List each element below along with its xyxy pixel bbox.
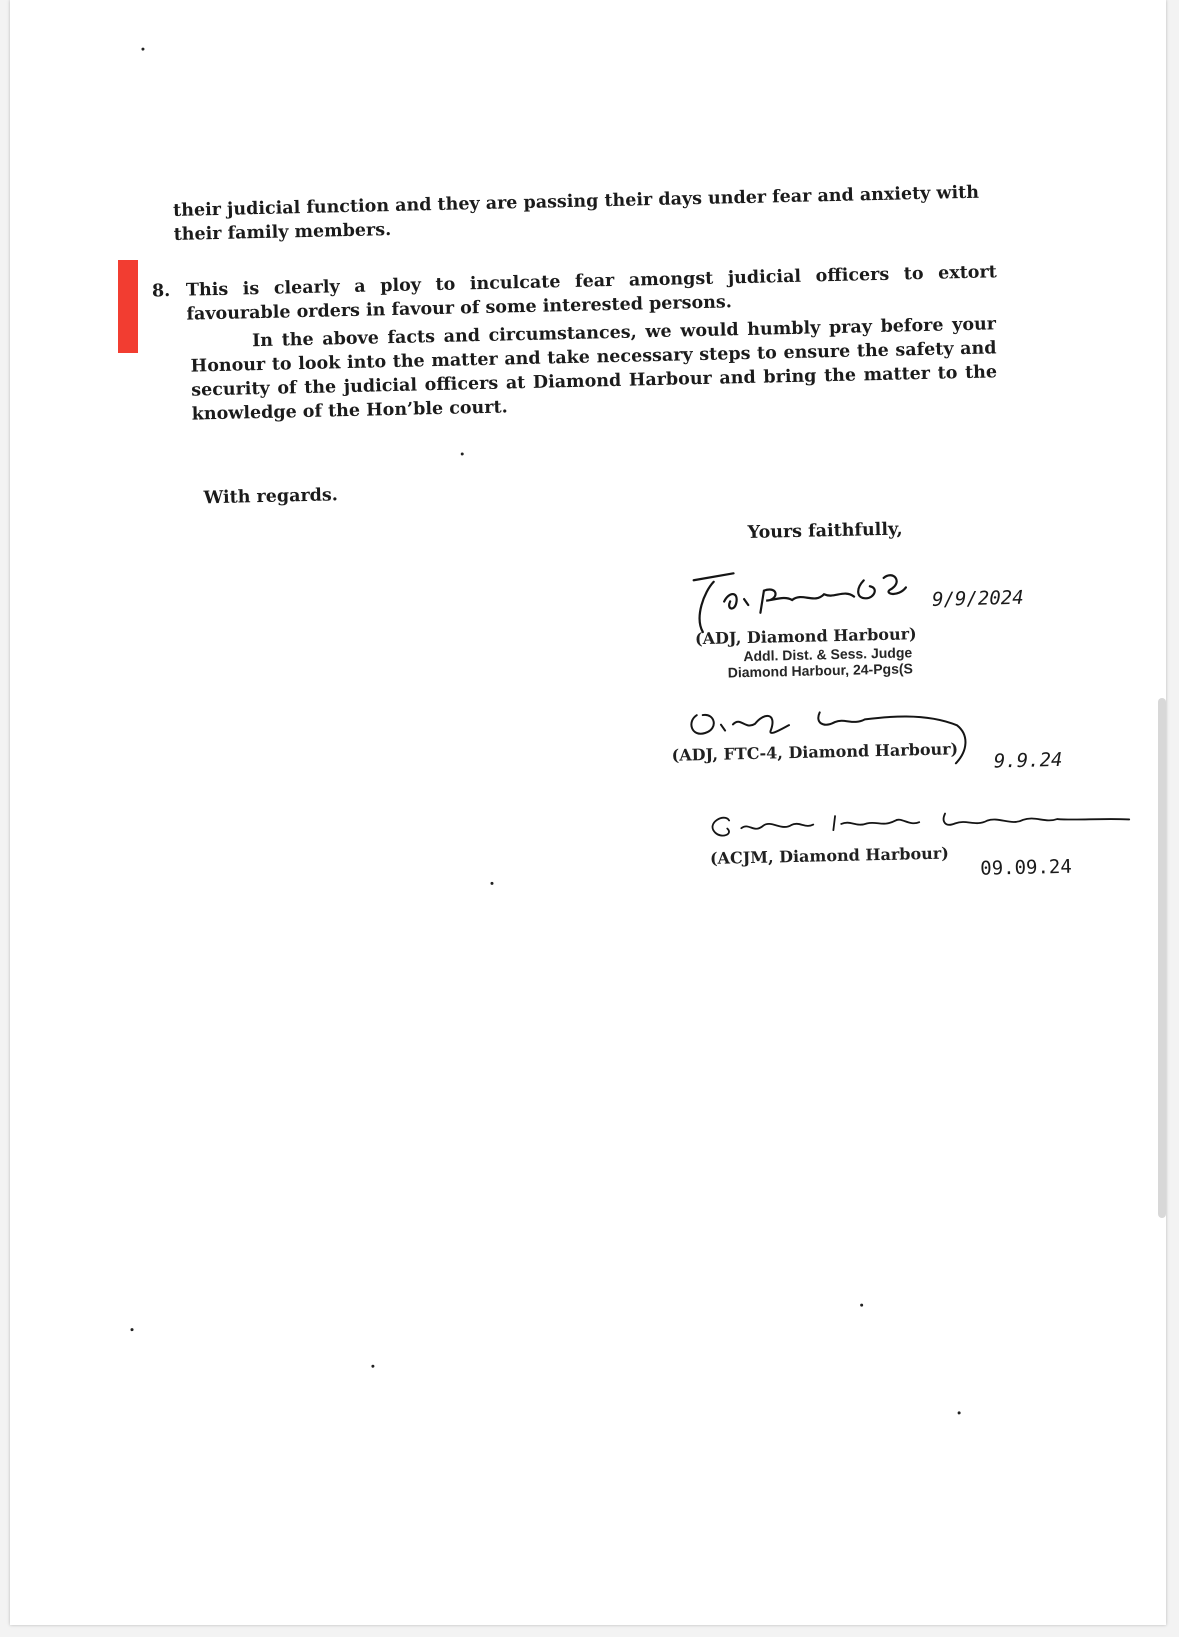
scrollbar[interactable] [1158,698,1166,1218]
paragraph-continued: their judicial function and they are passing their days under fear and anxiety with their family members. [172,182,980,245]
signature-3-title: (ACJM, Diamond Harbour) [709,843,949,868]
document-page [10,0,1166,1625]
signature-3-date: 09.09.24 [980,855,1073,880]
scan-speck [860,1304,863,1307]
paragraph-8-text: This is clearly a ploy to inculcate fear amongst judicial officers to extort favourable orders in favour of some interested persons. [185,262,997,325]
scan-speck [371,1365,374,1368]
prayer-text: In the above facts and circumstances, we would humbly pray before your Honour to look into the matter and take necessary steps to ensure the safety and security of the judicial officers at Diamond Harbour and bring the matter to the knowledge of the Hon’ble court. [190,314,998,425]
signature-2-date: 9.9.24 [993,748,1063,773]
signature-1-stamp-line2: Diamond Harbour, 24-Pgs(S [727,660,914,681]
regards-line: With regards. [203,485,339,509]
closing-line: Yours faithfully, [747,519,903,543]
paragraph-8-number: 8. [151,281,171,302]
scan-speck [958,1411,961,1414]
signature-1-stamp-line1: Addl. Dist. & Sess. Judge [743,644,913,665]
scan-speck [130,1328,133,1331]
scan-speck [461,452,464,455]
scan-speck [490,882,493,885]
signature-2-title: (ADJ, FTC-4, Diamond Harbour) [671,739,959,765]
scanned-letter [1,0,1179,1637]
signature-1-title: (ADJ, Diamond Harbour) [694,624,917,649]
signature-1-date: 9/9/2024 [931,586,1024,611]
highlight-bar [118,260,138,353]
signature-3-scribble [705,795,1136,845]
prayer-paragraph [190,312,998,426]
scan-speck [141,48,144,51]
